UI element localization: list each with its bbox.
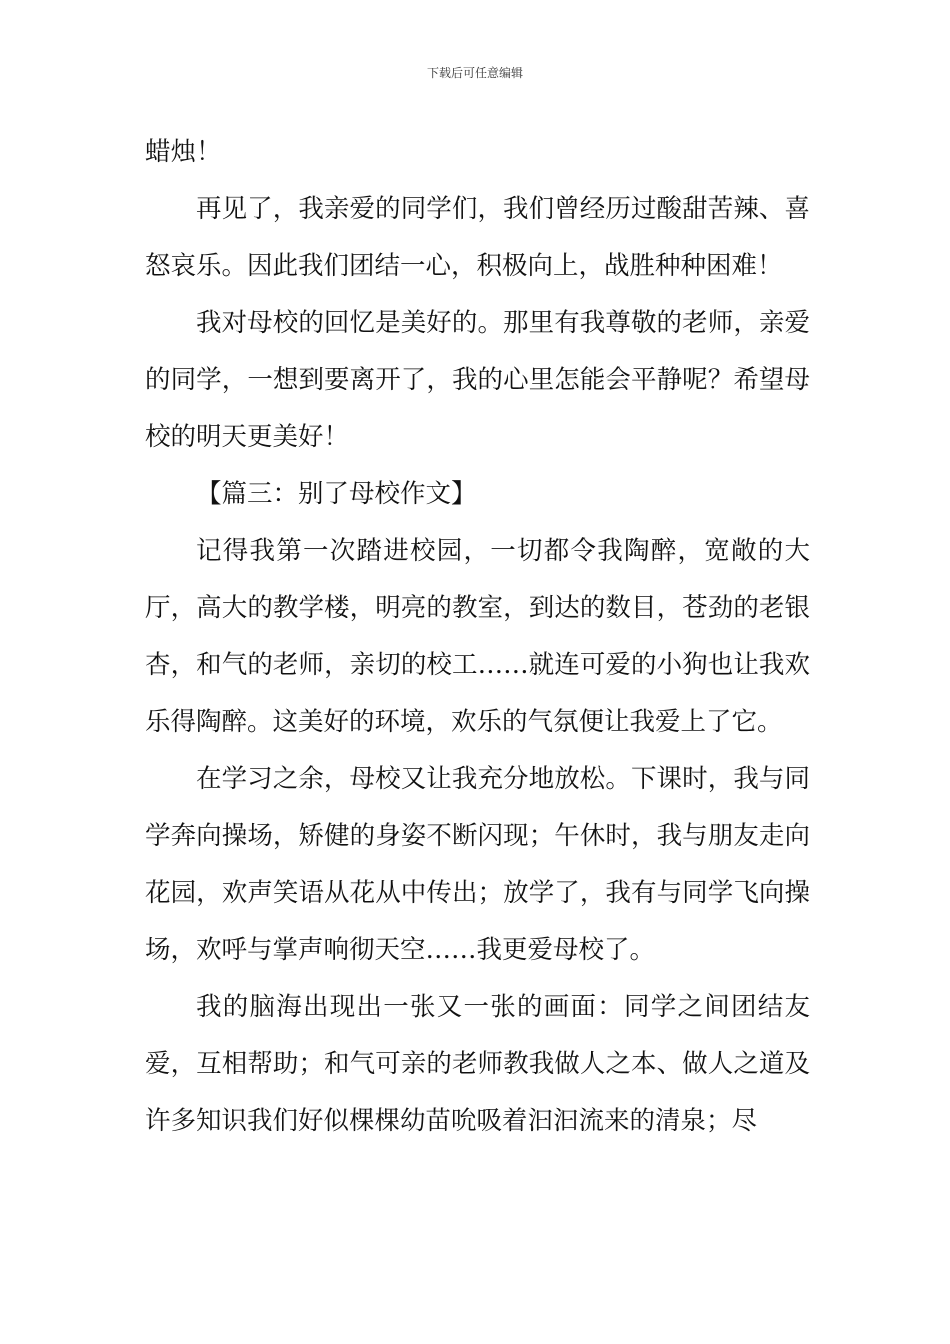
document-body <box>145 124 810 1150</box>
paragraph: 再见了，我亲爱的同学们，我们曾经历过酸甜苦辣、喜怒哀乐。因此我们团结一心，积极向上，战胜种种困难！ <box>145 194 810 281</box>
paragraph: 我的脑海出现出一张又一张的画面：同学之间团结友爱，互相帮助；和气可亲的老师教我做人之本、做人之道及许多知识我们好似棵棵幼苗吮吸着汩汩流来的清泉；尽 <box>145 992 810 1136</box>
paragraph: 记得我第一次踏进校园，一切都令我陶醉，宽敞的大厅，高大的教学楼，明亮的教室，到达的数目，苍劲的老银杏，和气的老师，亲切的校工……就连可爱的小狗也让我欢乐得陶醉。这美好的环境，欢乐的气氛便让我爱上了它。 <box>145 536 810 737</box>
paragraph-continuation: 蜡烛！ <box>145 137 222 167</box>
page-header-note: 下载后可任意编辑 <box>426 66 523 80</box>
paragraph: 我对母校的回忆是美好的。那里有我尊敬的老师，亲爱的同学，一想到要离开了，我的心里怎能会平静呢？希望母校的明天更美好！ <box>145 308 810 452</box>
paragraph: 在学习之余，母校又让我充分地放松。下课时，我与同学奔向操场，矫健的身姿不断闪现；午休时，我与朋友走向花园，欢声笑语从花从中传出；放学了，我有与同学飞向操场，欢呼与掌声响彻天空……我更爱母校了。 <box>145 764 810 965</box>
section-heading: 【篇三：别了母校作文】 <box>196 479 477 509</box>
